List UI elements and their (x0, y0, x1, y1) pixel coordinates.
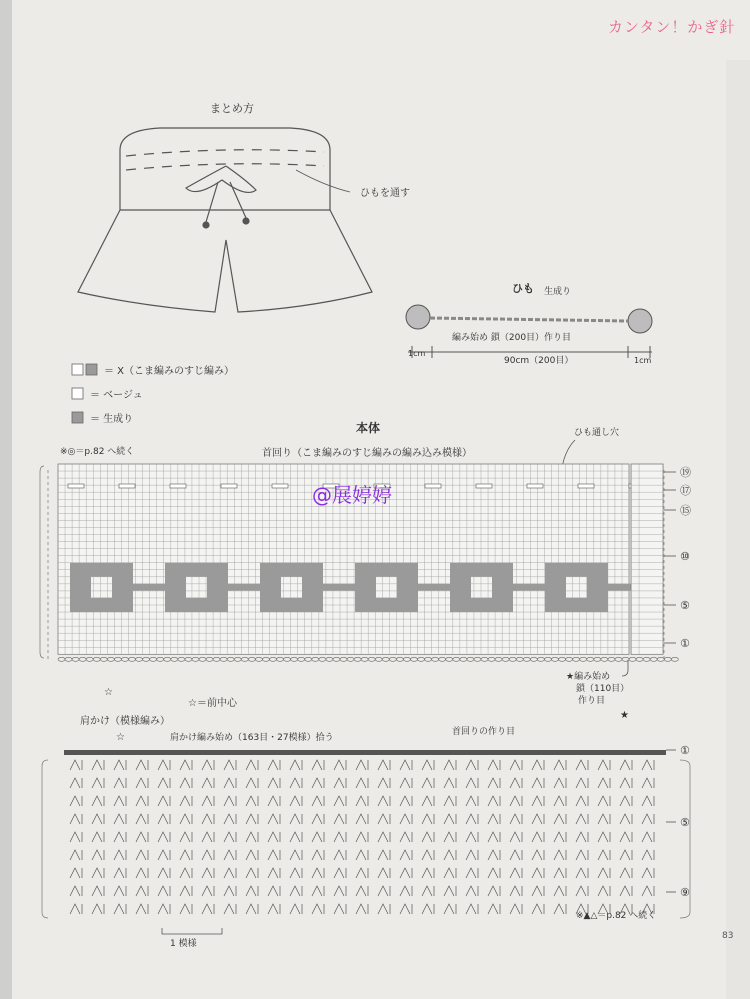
svg-text:★編み始め: ★編み始め (566, 672, 611, 682)
center-mark: ☆ (104, 687, 113, 698)
legend (72, 364, 234, 425)
row-number: ⑮ (680, 504, 691, 517)
repeat-label: 1 模様 (170, 939, 197, 949)
cord-middle-length: 90cm（200目） (504, 356, 574, 366)
row-number: ⑩ (680, 550, 690, 563)
book-header-title: カンタン！かぎ針 (608, 18, 736, 36)
body-continue-note: ※◎＝p.82 へ続く (60, 447, 135, 457)
body-row-numbers (664, 466, 691, 650)
shoulder-center-mark: ☆ (116, 732, 125, 743)
legend-swatch (86, 364, 97, 375)
cord-color: 生成り (544, 287, 572, 297)
legend-swatch (72, 364, 83, 375)
shoulder-continue-note: ※▲△＝p.82 へ続く (576, 911, 657, 921)
row-number: ⑰ (680, 484, 691, 497)
shoulder-row-number: ① (680, 744, 690, 757)
row-number: ⑤ (680, 599, 690, 612)
legend-label: ＝ X（こま編みのすじ編み） (104, 366, 235, 377)
cord-label: ひもを通す (360, 188, 410, 199)
legend-swatch (72, 388, 83, 399)
row-number: ① (680, 637, 690, 650)
start-star: ★ (620, 710, 629, 721)
shoulder-row-number: ⑨ (680, 886, 690, 899)
body-chart-subtitle: 首回り（こま編みのすじ編みの編み込み模様） (262, 448, 472, 459)
shoulder-row-numbers (666, 744, 690, 899)
page-number: 83 (722, 931, 734, 941)
svg-text:鎖（110目）: 鎖（110目） (576, 684, 630, 694)
legend-label: ＝ ベージュ (90, 390, 143, 401)
svg-text:作り目: 作り目 (578, 696, 606, 706)
cord-illustration (406, 305, 652, 358)
legend-swatch (72, 412, 83, 423)
cord-left-length: 1cm (408, 349, 426, 358)
shoulder-chart (42, 750, 690, 918)
body-start-note (566, 670, 629, 706)
neck-label: 首回りの作り目 (452, 727, 516, 737)
center-note: ☆＝前中心 (188, 698, 237, 709)
hole-label: ひも通し穴 (574, 428, 620, 438)
legend-label: ＝ 生成り (90, 414, 134, 425)
shoulder-title: 肩かけ（模様編み） (80, 716, 170, 727)
cord-title: ひも (512, 282, 534, 295)
assembly-title: まとめ方 (210, 102, 254, 115)
shoulder-row-number: ⑤ (680, 816, 690, 829)
watermark: @展婷婷 (312, 483, 392, 507)
cord-start-note: 編み始め 鎖（200目）作り目 (452, 333, 572, 343)
body-chart-title: 本体 (356, 421, 381, 435)
row-number: ⑲ (680, 466, 691, 479)
cord-right-length: 1cm (634, 356, 652, 365)
assembly-illustration (78, 128, 372, 312)
shoulder-start-note: 肩かけ編み始め（163目・27模様）拾う (170, 733, 334, 743)
